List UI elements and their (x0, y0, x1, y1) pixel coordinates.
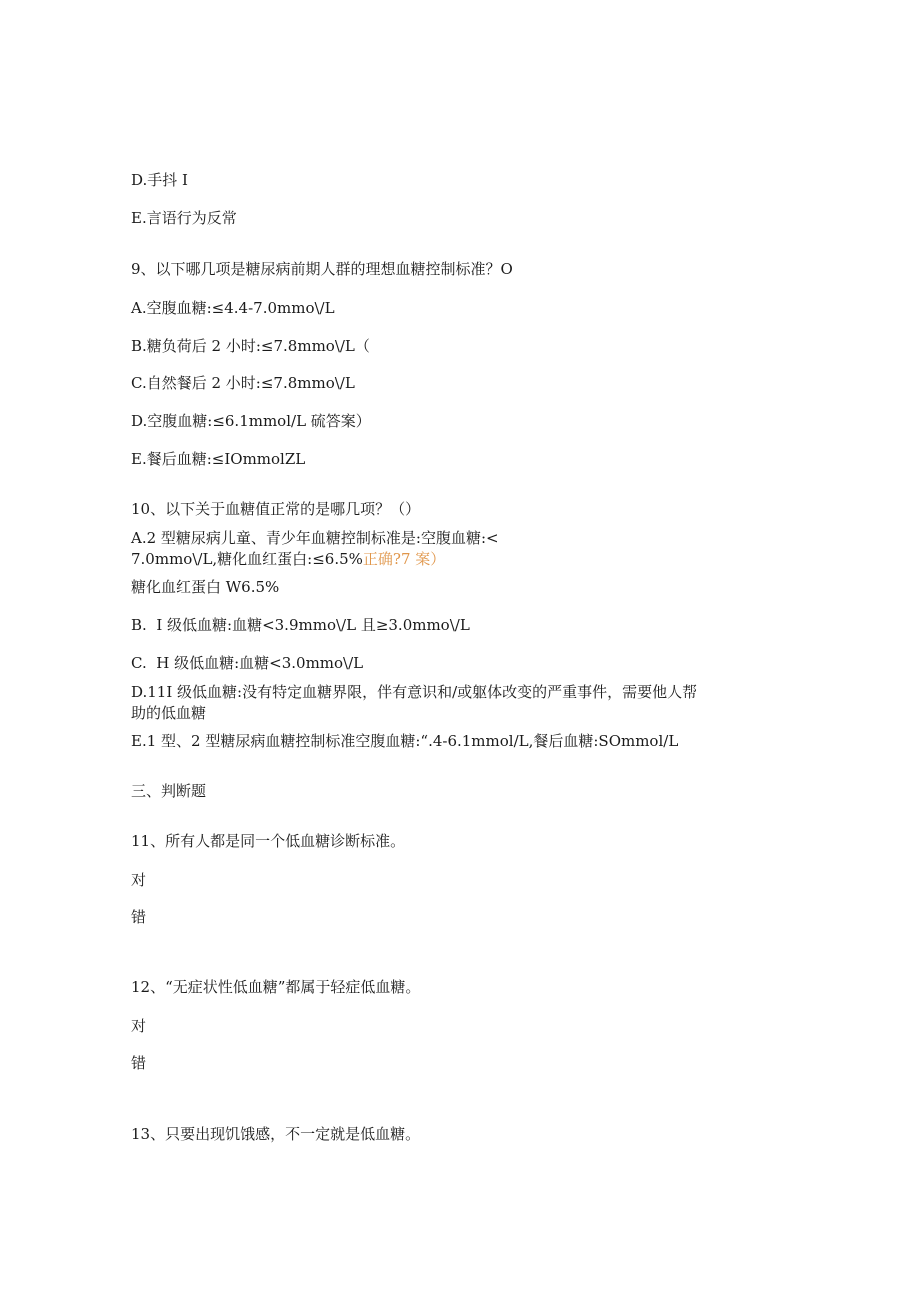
question-10: 10、以下关于血糖值正常的是哪几项？（） (131, 500, 421, 518)
section-heading-true-false: 三、判断题 (131, 782, 207, 800)
q10-option-a-note: 糖化血红蛋白 W6.5% (131, 578, 280, 596)
q10-option-a-text: 7.0mmo\/L,糖化血红蛋白:≤6.5% (131, 550, 363, 568)
correct-answer-mark: 正确?7 案） (362, 550, 446, 568)
q10-option-d-line1: D.11I 级低血糖:没有特定血糖界限，伴有意识和/或躯体改变的严重事件，需要他人帮 (131, 683, 698, 701)
q10-option-e: E.1 型、2 型糖尿病血糖控制标准空腹血糖:“.4-6.1mmol/L,餐后血糖:SOmmol/L (131, 732, 679, 750)
q12-option-true: 对 (131, 1017, 147, 1035)
q8-option-e: E.言语行为反常 (131, 209, 237, 227)
q10-option-d-line2: 助的低血糖 (131, 704, 207, 722)
q10-option-a-line2 (131, 549, 445, 569)
question-9: 9、以下哪几项是糖尿病前期人群的理想血糖控制标准？O (131, 260, 513, 278)
q11-option-false: 错 (131, 908, 147, 926)
q10-option-b: B. I 级低血糖:血糖<3.9mmo\/L 且≥3.0mmo\/L (131, 616, 470, 634)
q9-option-b: B.糖负荷后 2 小时:≤7.8mmo\/L（ (131, 337, 370, 355)
q9-option-d: D.空腹血糖:≤6.1mmol/L 硫答案） (131, 412, 371, 430)
question-12: 12、“无症状性低血糖”都属于轻症低血糖。 (131, 978, 421, 996)
q8-option-d: D.手抖 I (131, 171, 188, 189)
q9-option-c: C.自然餐后 2 小时:≤7.8mmo\/L (131, 374, 355, 392)
q10-option-a-line1: A.2 型糖尿病儿童、青少年血糖控制标准是:空腹血糖:< (131, 529, 499, 547)
q10-option-c: C. H 级低血糖:血糖<3.0mmo\/L (131, 654, 364, 672)
q9-option-a: A.空腹血糖:≤4.4-7.0mmo\/L (131, 299, 335, 317)
q9-option-e: E.餐后血糖:≤IOmmolZL (131, 450, 306, 468)
q11-option-true: 对 (131, 871, 147, 889)
q12-option-false: 错 (131, 1054, 147, 1072)
question-13: 13、只要出现饥饿感，不一定就是低血糖。 (131, 1125, 421, 1143)
question-11: 11、所有人都是同一个低血糖诊断标准。 (131, 832, 406, 850)
